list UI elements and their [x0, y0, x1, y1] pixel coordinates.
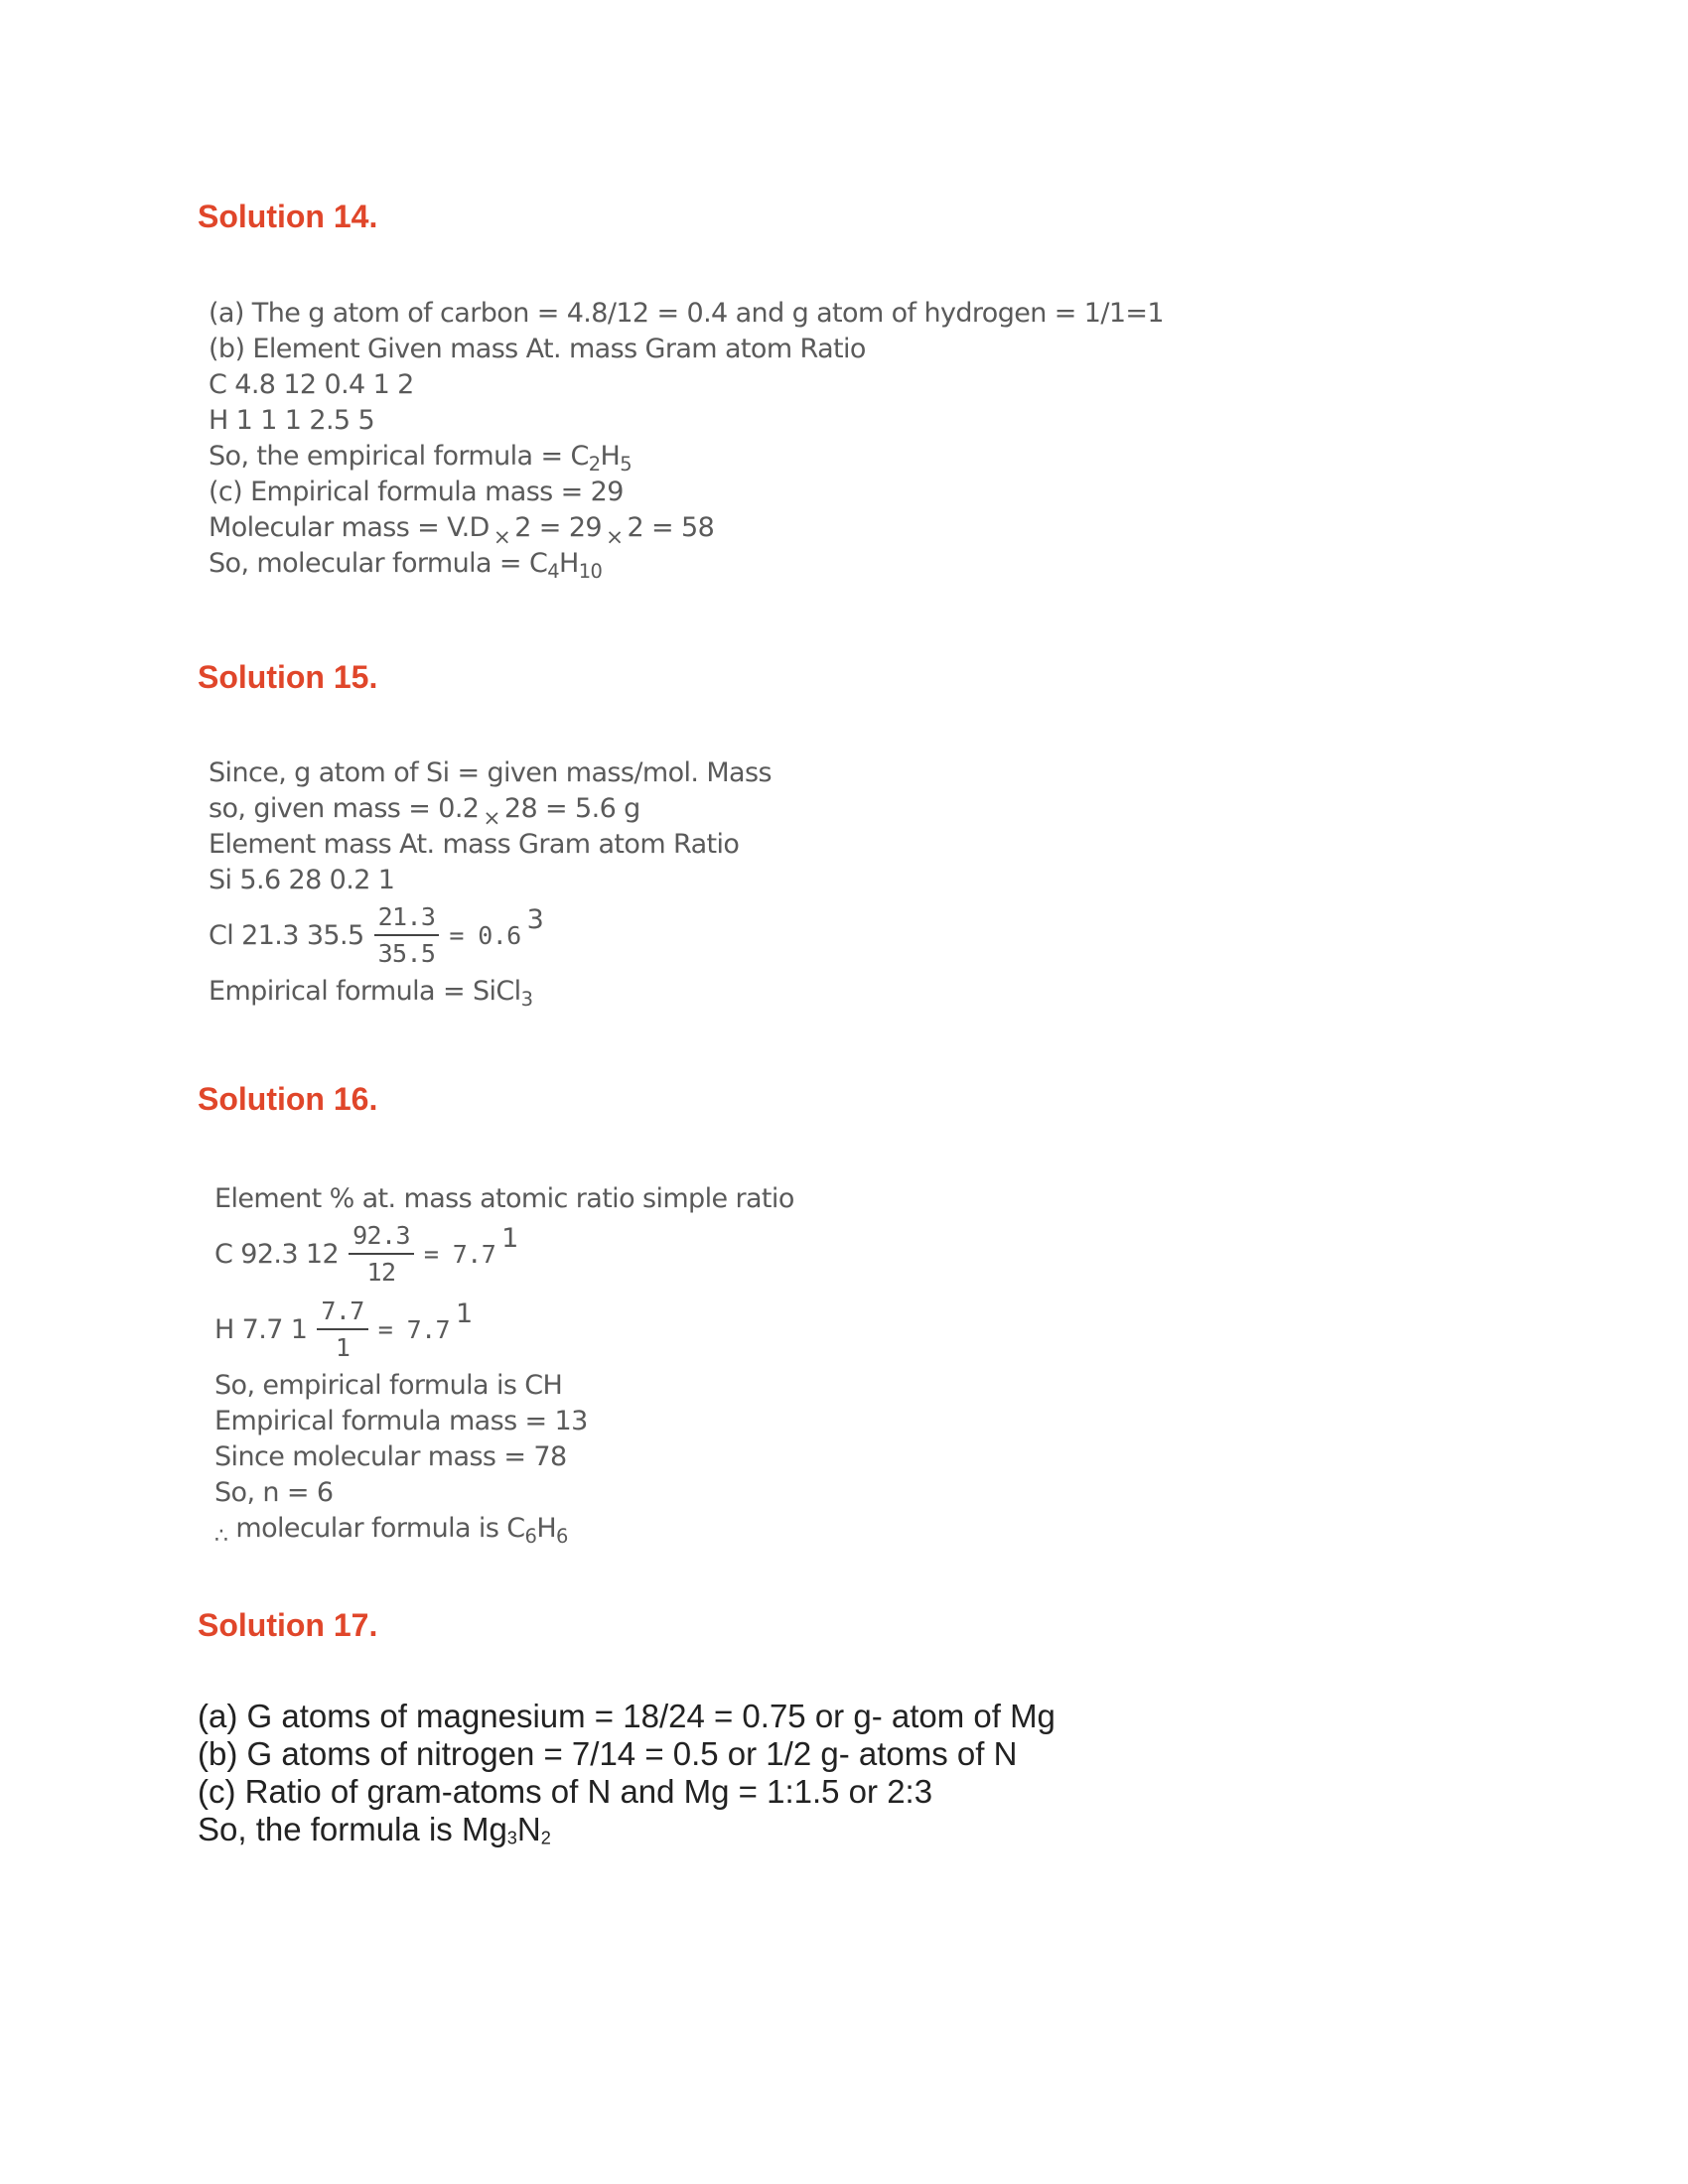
s14-row-c: C 4.8 12 0.4 1 2: [209, 369, 414, 400]
solution-17-heading: Solution 17.: [198, 1607, 378, 1643]
solution-16-heading: Solution 16.: [198, 1081, 378, 1117]
s14-line-a: (a) The g atom of carbon = 4.8/12 = 0.4 and g atom of hydrogen = 1/1=1: [209, 298, 1165, 329]
s14-molecular-formula: So, molecular formula = $C_4H_{10}$: [209, 548, 603, 584]
s15-line-4: Si 5.6 28 0.2 1: [209, 865, 395, 895]
s17-line-b: (b) G atoms of nitrogen = 7/14 = 0.5 or 1/2 g- atoms of N: [198, 1735, 1018, 1772]
s14-empirical-formula: So, the empirical formula = $C_2H_5$: [209, 441, 632, 477]
s15-line-3: Element mass At. mass Gram atom Ratio: [209, 829, 740, 860]
c-fraction: $\frac{92.3}{12}$: [349, 1221, 414, 1289]
s14-line-c: (c) Empirical formula mass = 29: [209, 477, 624, 507]
cl-fraction: $\frac{21.3}{35.5}$: [374, 902, 440, 970]
s16-line-4: So, empirical formula is CH: [214, 1370, 563, 1401]
times-symbol: ×: [492, 524, 511, 550]
h-fraction: $\frac{7.7}{1}$: [317, 1297, 367, 1364]
s16-c-row: C 92.3 12 $\frac{92.3}{12}$ = 7.7 1: [214, 1221, 518, 1287]
s16-line-1: Element % at. mass atomic ratio simple ratio: [214, 1183, 794, 1214]
s17-line-c: (c) Ratio of gram-atoms of N and Mg = 1:1.5 or 2:3: [198, 1773, 933, 1810]
s15-cl-row: Cl 21.3 35.5 $\frac{21.3}{35.5}$ = 0.6 3: [209, 902, 544, 968]
s15-empirical-formula: Empirical formula = SiCl$_3$: [209, 976, 533, 1012]
s17-formula: So, the formula is $Mg_3N_2$: [198, 1811, 551, 1848]
s14-row-h: H 1 1 1 2.5 5: [209, 405, 375, 436]
solution-14-heading: Solution 14.: [198, 199, 378, 234]
s14-line-b: (b) Element Given mass At. mass Gram atom Ratio: [209, 334, 866, 364]
solution-16-body: [214, 1181, 794, 1547]
s17-line-a: (a) G atoms of magnesium = 18/24 = 0.75 or g- atom of Mg: [198, 1698, 1055, 1734]
s15-line-1: Since, g atom of Si = given mass/mol. Mass: [209, 757, 772, 788]
times-symbol: ×: [483, 805, 500, 831]
solution-15-body: [209, 755, 772, 1010]
solution-15-heading: Solution 15.: [198, 659, 378, 695]
s14-molecular-mass: Molecular mass = V.D $_\times$ 2 = 29 $_\times$ 2 = 58: [209, 512, 715, 550]
s16-molecular-formula: $_\therefore$ molecular formula is $C_6H_6$: [214, 1513, 568, 1549]
s16-h-row: H 7.7 1 $\frac{7.7}{1}$ = 7.7 1: [214, 1297, 473, 1362]
solution-14-body: [209, 296, 1164, 582]
therefore-symbol: ∴: [214, 1523, 228, 1549]
s16-line-7: So, n = 6: [214, 1477, 334, 1508]
s16-line-6: Since molecular mass = 78: [214, 1441, 567, 1472]
times-symbol: ×: [605, 524, 624, 550]
s15-line-2: so, given mass = 0.2 $_\times$ 28 = 5.6 g: [209, 793, 640, 831]
s16-line-5: Empirical formula mass = 13: [214, 1406, 588, 1436]
solution-17-body: [198, 1698, 1055, 1848]
